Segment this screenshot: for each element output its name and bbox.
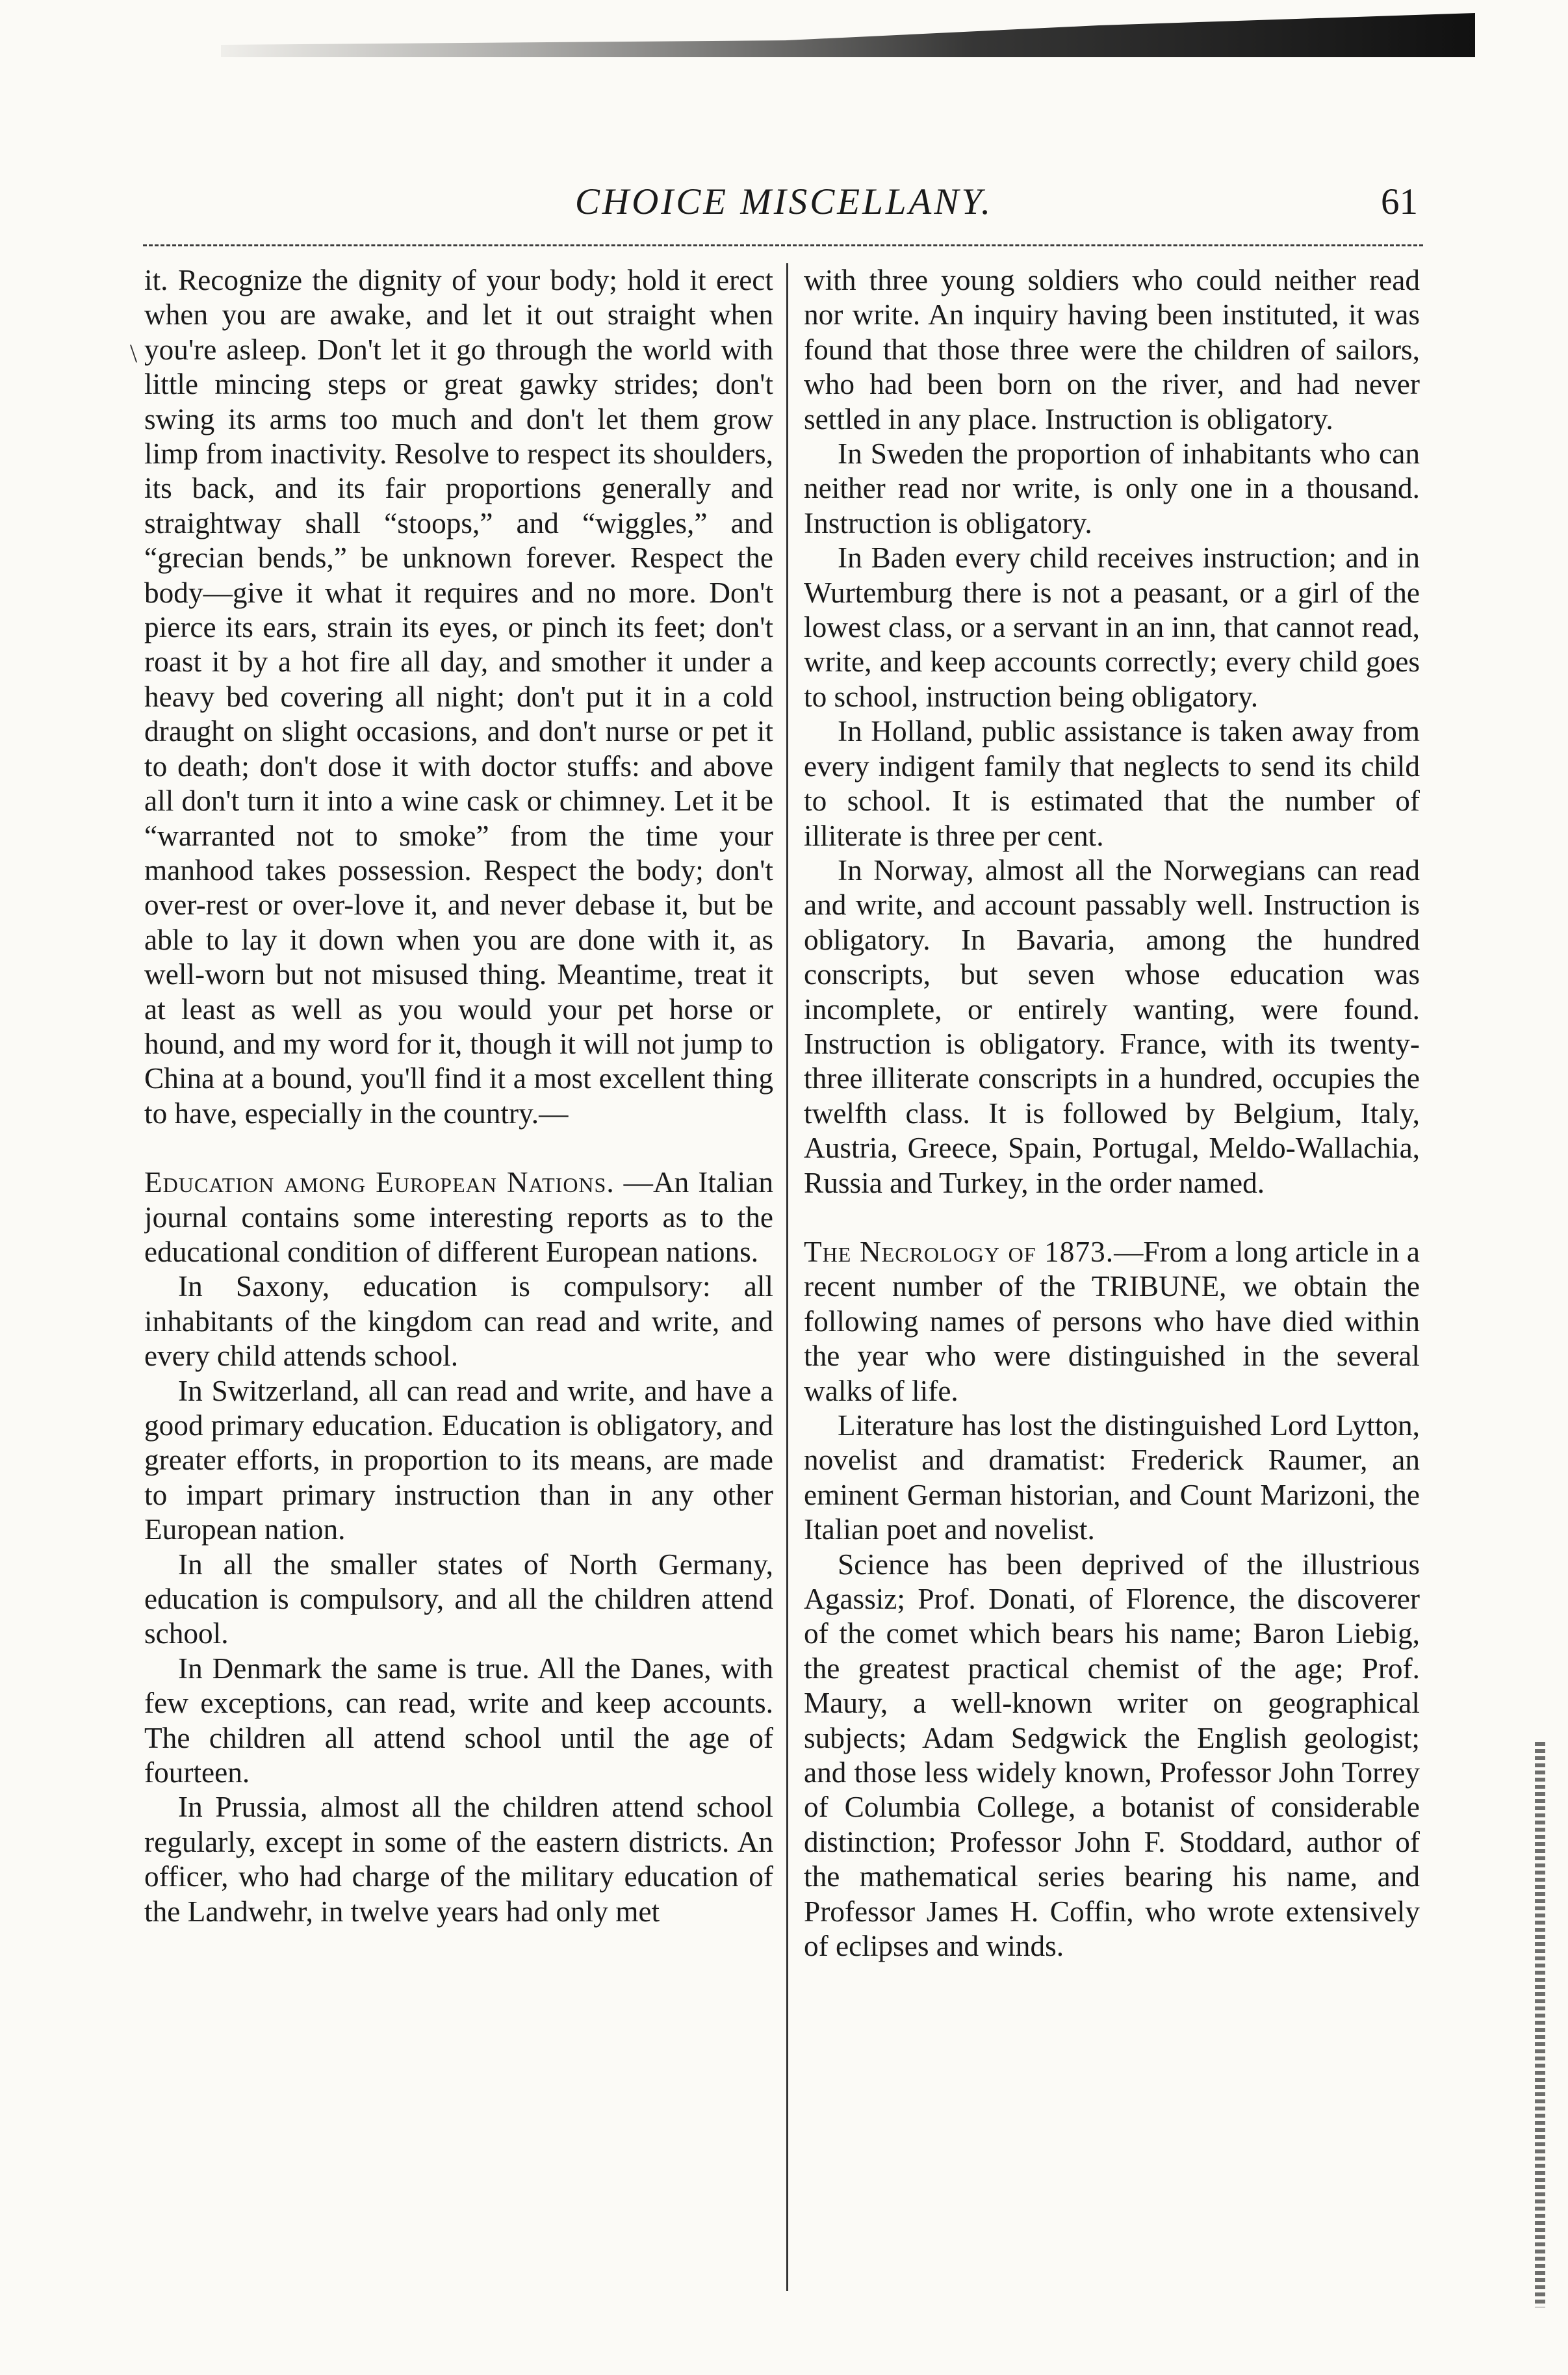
paragraph xyxy=(804,1408,1420,1548)
paragraph-text: with three young soldiers who could neither read nor write. An inquiry having been instituted, it was found that those three were the children of sailors, who had been born on the river, and had never settled in any place. Instruction is obligatory. xyxy=(804,264,1420,435)
paragraph xyxy=(144,1790,773,1929)
header-rule xyxy=(143,244,1423,246)
paragraph-text: In Switzerland, all can read and write, and have a good primary education. Education is obligatory, and greater efforts, in proportion to its means, are made to impart primary instruction than in any other European nation. xyxy=(144,1374,773,1546)
paragraph-text: Literature has lost the distinguished Lord Lytton, novelist and dramatist: Frederick Raumer, an eminent German historian, and Count Marizoni, the Italian poet and novelist. xyxy=(804,1409,1420,1546)
paragraph-text: In Denmark the same is true. All the Danes, with few exceptions, can read, write and keep accounts. The children all attend school until the age of fourteen. xyxy=(144,1652,773,1789)
running-head: CHOICE MISCELLANY. xyxy=(574,181,994,222)
paragraph xyxy=(804,1235,1420,1408)
section-heading: Education among European Nations. xyxy=(144,1166,615,1199)
paragraph-text: In all the smaller states of North Germany, education is compulsory, and all the children attend school. xyxy=(144,1548,773,1650)
paragraph xyxy=(804,714,1420,853)
paragraph xyxy=(144,263,773,1131)
paragraph xyxy=(144,1374,773,1548)
page-number: 61 xyxy=(1381,181,1418,222)
paragraph xyxy=(144,1652,773,1791)
paragraph xyxy=(804,853,1420,1200)
margin-mark: \ xyxy=(130,339,138,368)
paragraph xyxy=(144,1269,773,1373)
scan-edge-mark xyxy=(1535,1742,1545,2307)
paragraph-text: In Saxony, education is compulsory: all inhabitants of the kingdom can read and write, and every child attends school. xyxy=(144,1270,773,1373)
paragraph xyxy=(804,263,1420,437)
paragraph-text: In Prussia, almost all the children attend school regularly, except in some of the eastern districts. An officer, who had charge of the military education of the Landwehr, in twelve years had only met xyxy=(144,1791,773,1928)
paragraph-text: it. Recognize the dignity of your body; hold it erect when you are awake, and let it out straight when you're asleep. Don't let it go through the world with little mincing steps or great gawky strides; don't swing its arms too much and don't let them grow limp from inactivity. Resolve to respect its shoulders, its back, and its fair proportions generally and straightway shall “stoops,” and “wiggles,” and “grecian bends,” be unknown forever. Respect the body—give it what it requires and no more. Don't pierce its ears, strain its eyes, or pinch its feet; don't roast it by a hot fire all day, and smother it under a heavy bed covering all night; don't put it in a cold draught on slight occasions, and don't nurse or pet it to death; don't dose it with doctor stuffs: and above all don't turn it into a wine cask or chimney. Let it be “warranted not to smoke” from the time your manhood takes possession. Respect the body; don't over-rest or over-love it, and never debase it, but be able to lay it down when you are done with it, as well-worn but not misused thing. Meantime, treat it at least as well as you would your pet horse or hound, and my word for it, though it will not jump to China at a bound, you'll find it a most excellent thing to have, especially in the country.— xyxy=(144,264,773,1130)
paragraph xyxy=(804,437,1420,541)
right-column xyxy=(804,263,1420,2291)
paragraph-text: Science has been deprived of the illustrious Agassiz; Prof. Donati, of Florence, the discoverer of the comet which bears his name; Baron Liebig, the greatest practical chemist of the age; Prof. Maury, a well-known writer on geographical subjects; Adam Sedgwick the English geologist; and those less widely known, Professor John Torrey of Columbia College, a botanist of considerable distinction; Professor John F. Stoddard, author of the mathematical series bearing his name, and Professor James H. Coffin, who wrote extensively of eclipses and winds. xyxy=(804,1548,1420,1963)
paragraph-text: In Sweden the proportion of inhabitants who can neither read nor write, is only one in a thousand. Instruction is obligatory. xyxy=(804,437,1420,539)
paragraph xyxy=(804,1548,1420,1964)
paragraph-text: In Norway, almost all the Norwegians can read and write, and account passably well. Instruction is obligatory. In Bavaria, among the hundred conscripts, but seven whose education was incomplete, or entirely wanting, were found. Instruction is obligatory. France, with its twenty-three illiterate conscripts in a hundred, occupies the twelfth class. It is followed by Belgium, Italy, Austria, Greece, Spain, Portugal, Meldo-Wallachia, Russia and Turkey, in the order named. xyxy=(804,853,1420,1199)
left-column xyxy=(144,263,773,2291)
column-divider xyxy=(786,263,788,2291)
paragraph-text: —From a long article in a recent number of the TRIBUNE, we obtain the following names of persons who have died within the year who were distinguished in the several walks of life. xyxy=(804,1235,1420,1407)
paragraph xyxy=(144,1165,773,1269)
section-heading: The Necrology of 1873. xyxy=(804,1235,1114,1268)
paragraph-text: In Holland, public assistance is taken away from every indigent family that neglects to send its child to school. It is estimated that the number of illiterate is three per cent. xyxy=(804,715,1420,852)
paragraph-text: In Baden every child receives instruction; and in Wurtemburg there is not a peasant, or a girl of the lowest class, or a servant in an inn, that cannot read, write, and keep accounts correctly; every child goes to school, instruction being obligatory. xyxy=(804,541,1420,713)
paragraph-text: —An Italian journal contains some interesting reports as to the educational condition of different European nations. xyxy=(144,1166,773,1268)
paragraph xyxy=(804,541,1420,714)
paragraph xyxy=(144,1548,773,1652)
scan-top-rule xyxy=(221,13,1475,57)
